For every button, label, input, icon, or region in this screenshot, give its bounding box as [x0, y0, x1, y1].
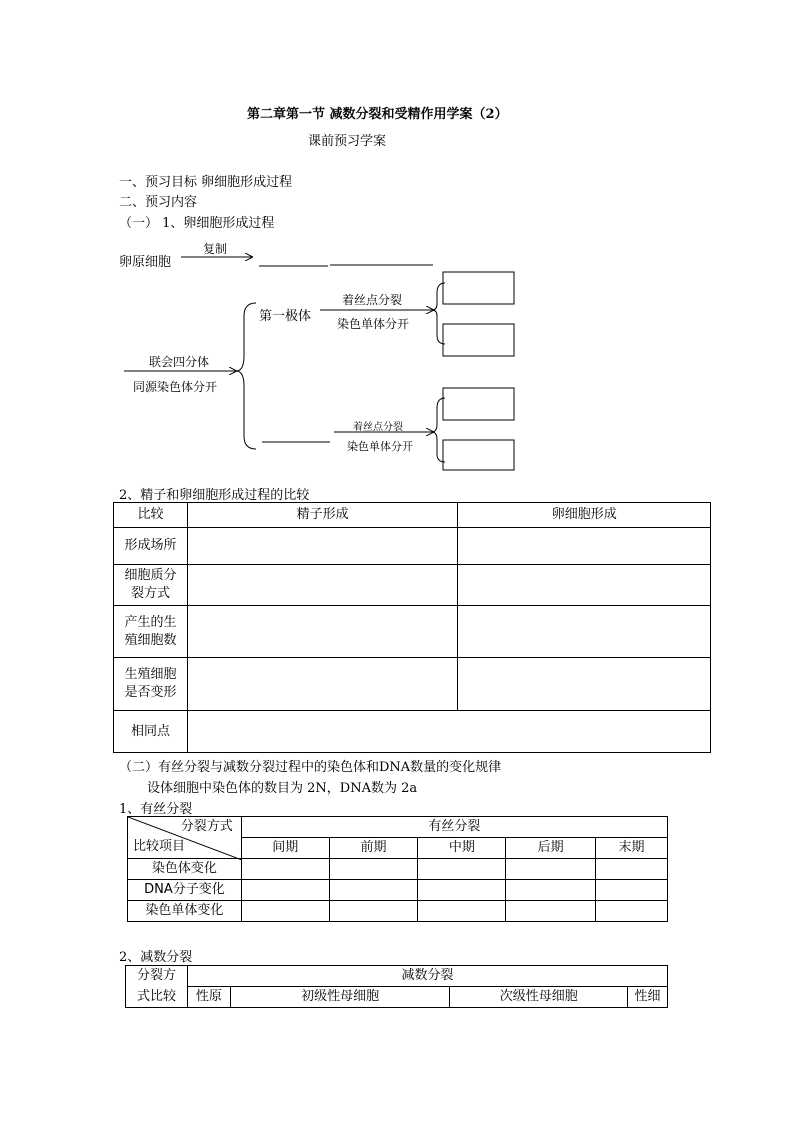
phase-header: 后期	[506, 838, 596, 859]
answer-cell[interactable]	[187, 528, 458, 565]
answer-cell[interactable]	[596, 901, 668, 922]
answer-cell[interactable]	[329, 901, 418, 922]
replicate-label: 复制	[203, 242, 228, 256]
answer-cell[interactable]	[241, 901, 329, 922]
corner-top-label: 分裂方式	[180, 819, 233, 834]
answer-cell[interactable]	[187, 606, 458, 658]
answer-cell[interactable]	[418, 901, 506, 922]
synapsis-label: 联会四分体	[149, 355, 210, 369]
answer-box	[443, 440, 514, 470]
centromere-split-label: 着丝点分裂	[342, 293, 403, 307]
page-subtitle: 课前预习学案	[308, 134, 387, 149]
row-label: DNA分子变化	[128, 880, 242, 901]
table-row	[114, 528, 711, 565]
answer-cell[interactable]	[506, 859, 596, 880]
stage-header: 性原	[187, 987, 230, 1008]
answer-cell[interactable]	[241, 859, 329, 880]
row-label: 生殖细胞是否变形	[114, 658, 188, 711]
answer-cell[interactable]	[506, 880, 596, 901]
subsection-oocyte-process: （一） 1、卵细胞形成过程	[119, 216, 275, 231]
homolog-separate-label: 同源染色体分开	[133, 380, 218, 394]
answer-cell[interactable]	[329, 859, 418, 880]
table-row	[114, 606, 711, 658]
phase-header: 中期	[418, 838, 506, 859]
row-label: 相同点	[114, 711, 188, 753]
answer-cell[interactable]	[458, 658, 711, 711]
answer-cell[interactable]	[458, 565, 711, 606]
page-title: 第二章第一节 减数分裂和受精作用学案（2）	[247, 107, 508, 122]
corner-header-cell	[128, 817, 242, 859]
table-row	[114, 711, 711, 753]
row-label: 产生的生殖细胞数	[114, 606, 188, 658]
phase-header: 间期	[241, 838, 329, 859]
table-row	[114, 658, 711, 711]
header-cell: 卵细胞形成	[458, 503, 711, 528]
row-label: 细胞质分裂方式	[114, 565, 188, 606]
stage-header: 性细	[628, 987, 668, 1008]
answer-box	[443, 272, 514, 304]
mitosis-table	[127, 816, 668, 922]
meiosis-heading: 2、减数分裂	[119, 950, 193, 965]
chromatid-separate-label: 染色单体分开	[337, 317, 410, 331]
row-label: 形成场所	[114, 528, 188, 565]
table-header-row	[114, 503, 711, 528]
mitosis-heading: 1、有丝分裂	[119, 802, 193, 817]
answer-cell[interactable]	[418, 859, 506, 880]
answer-cell[interactable]	[458, 606, 711, 658]
corner-bottom-label: 比较项目	[133, 839, 186, 854]
section-objective: 一、预习目标 卵细胞形成过程	[119, 175, 293, 190]
answer-cell[interactable]	[506, 901, 596, 922]
stage-header: 初级性母细胞	[230, 987, 450, 1008]
answer-box	[443, 324, 514, 356]
comparison-heading: 2、精子和卵细胞形成过程的比较	[119, 488, 310, 503]
answer-cell[interactable]	[329, 880, 418, 901]
answer-box	[443, 388, 514, 420]
row-label: 染色单体变化	[128, 901, 242, 922]
answer-cell[interactable]	[187, 711, 710, 753]
answer-cell[interactable]	[596, 859, 668, 880]
centromere-split-label-2: 着丝点分裂	[353, 422, 403, 433]
phase-header: 末期	[596, 838, 668, 859]
section-content: 二、预习内容	[119, 195, 198, 210]
table-row	[128, 859, 668, 880]
assumption-text: 设体细胞中染色体的数目为 2N，DNA数为 2a	[147, 781, 418, 796]
answer-cell[interactable]	[187, 658, 458, 711]
meiosis-table	[125, 965, 668, 1008]
table-row	[114, 565, 711, 606]
corner-top-label: 分裂方	[126, 966, 188, 987]
brace-bracket	[236, 303, 256, 449]
row-label: 染色体变化	[128, 859, 242, 880]
answer-cell[interactable]	[187, 565, 458, 606]
header-cell: 比较	[114, 503, 188, 528]
table-row	[128, 901, 668, 922]
group-header: 减数分裂	[187, 966, 667, 987]
answer-cell[interactable]	[458, 528, 711, 565]
subsection-chromosome-change: （二）有丝分裂与减数分裂过程中的染色体和DNA数量的变化规律	[119, 760, 502, 775]
corner-bottom-label: 式比较	[126, 987, 188, 1008]
answer-cell[interactable]	[596, 880, 668, 901]
header-cell: 精子形成	[187, 503, 458, 528]
stage-header: 次级性母细胞	[450, 987, 628, 1008]
answer-cell[interactable]	[241, 880, 329, 901]
comparison-table	[113, 502, 711, 753]
phase-header: 前期	[329, 838, 418, 859]
chromatid-separate-label-2: 染色单体分开	[347, 440, 413, 453]
table-row	[128, 880, 668, 901]
answer-cell[interactable]	[418, 880, 506, 901]
group-header: 有丝分裂	[241, 817, 667, 838]
oogonium-label: 卵原细胞	[119, 255, 172, 270]
first-polar-body-label: 第一极体	[259, 309, 312, 324]
